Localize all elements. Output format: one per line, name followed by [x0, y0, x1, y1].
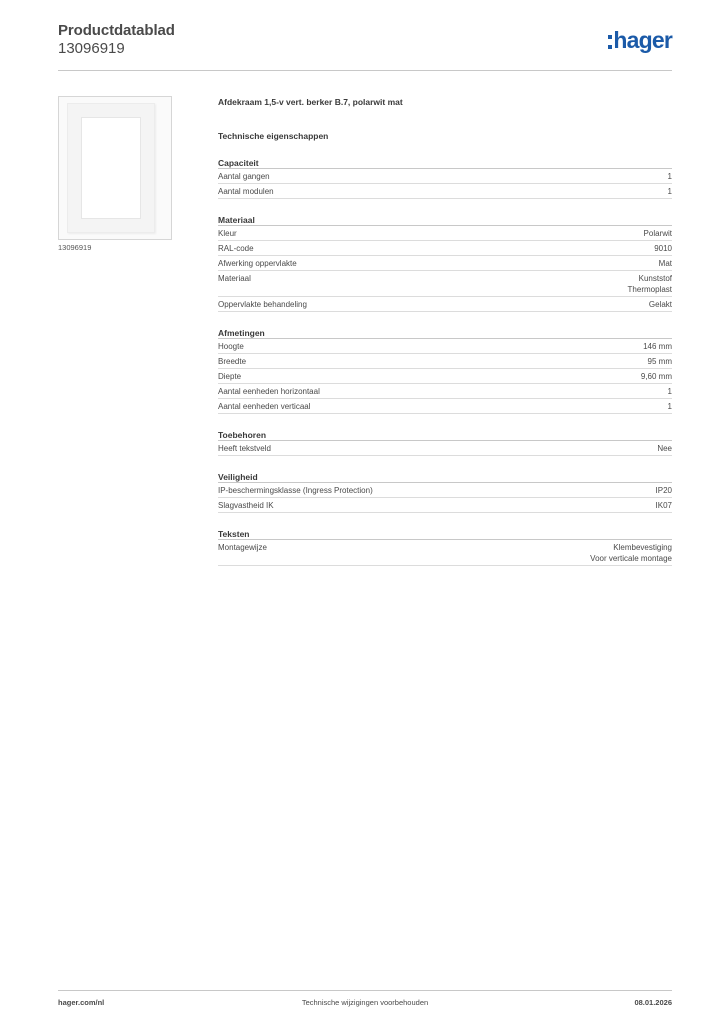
property-value — [668, 171, 672, 182]
property-value — [659, 258, 672, 269]
footer-notice: Technische wijzigingen voorbehouden — [301, 998, 429, 1007]
property-label: IP-beschermingsklasse (Ingress Protection) — [218, 485, 373, 495]
footer-divider — [58, 990, 672, 991]
document-number: 13096919 — [58, 40, 125, 57]
property-row — [218, 540, 672, 566]
property-row — [218, 369, 672, 384]
property-group — [218, 157, 672, 199]
property-row — [218, 498, 672, 513]
property-group-title: Materiaal — [218, 214, 672, 226]
property-value — [657, 443, 672, 454]
property-label: RAL-code — [218, 243, 254, 253]
property-group — [218, 327, 672, 414]
header-divider — [58, 70, 672, 71]
property-value — [656, 500, 672, 511]
property-label: Afwerking oppervlakte — [218, 258, 297, 268]
property-value — [590, 542, 672, 564]
property-value — [643, 341, 672, 352]
property-label: Materiaal — [218, 273, 251, 283]
property-row — [218, 256, 672, 271]
property-value-line: 1 — [667, 171, 672, 181]
property-group — [218, 528, 672, 566]
property-value-line: 1 — [667, 386, 672, 396]
property-row — [218, 169, 672, 184]
property-value-line: Polarwit — [643, 228, 672, 238]
property-value — [668, 401, 672, 412]
property-row — [218, 184, 672, 199]
property-row — [218, 297, 672, 312]
property-group — [218, 214, 672, 312]
document-title: Productdatablad — [58, 22, 175, 39]
cover-frame-picture — [67, 103, 155, 233]
property-row — [218, 399, 672, 414]
technical-properties-title: Technische eigenschappen — [218, 131, 329, 141]
property-value-line: 1 — [667, 401, 672, 411]
footer-website-link[interactable]: hager.com/nl — [58, 998, 105, 1007]
property-group-title: Toebehoren — [218, 429, 672, 441]
property-groups — [218, 157, 672, 566]
property-value — [641, 371, 672, 382]
property-label: Aantal eenheden horizontaal — [218, 386, 320, 396]
property-value-line: 9010 — [654, 243, 672, 253]
hager-logo — [608, 28, 672, 52]
property-value — [649, 299, 672, 310]
property-label: Aantal modulen — [218, 186, 274, 196]
product-details — [218, 96, 672, 566]
property-value-line: Nee — [657, 443, 672, 453]
property-row — [218, 241, 672, 256]
property-value — [648, 356, 672, 367]
property-label: Aantal gangen — [218, 171, 270, 181]
property-row — [218, 339, 672, 354]
property-group — [218, 471, 672, 513]
property-row — [218, 354, 672, 369]
logo-colon-icon — [608, 35, 612, 49]
property-value — [628, 273, 672, 295]
property-value — [656, 485, 672, 496]
property-row — [218, 384, 672, 399]
footer-date: 08.01.2026 — [634, 998, 672, 1007]
property-label: Kleur — [218, 228, 237, 238]
product-name: Afdekraam 1,5-v vert. berker B.7, polarwit mat — [218, 97, 403, 107]
product-image — [58, 96, 172, 240]
property-value-line: IK07 — [655, 500, 672, 510]
property-label: Slagvastheid IK — [218, 500, 274, 510]
property-value — [668, 386, 672, 397]
property-label: Montagewijze — [218, 542, 267, 552]
property-value-line: Kunststof — [638, 273, 672, 283]
property-group-title: Veiligheid — [218, 471, 672, 483]
property-value-line: Voor verticale montage — [590, 553, 672, 563]
property-value-line: 1 — [667, 186, 672, 196]
product-image-caption: 13096919 — [58, 243, 92, 252]
property-row — [218, 271, 672, 297]
property-value-line: Gelakt — [648, 299, 672, 309]
property-row — [218, 226, 672, 241]
property-label: Hoogte — [218, 341, 244, 351]
property-value-line: 9,60 mm — [640, 371, 672, 381]
property-value-line: IP20 — [655, 485, 672, 495]
property-group-title: Capaciteit — [218, 157, 672, 169]
property-label: Heeft tekstveld — [218, 443, 271, 453]
property-group-title: Teksten — [218, 528, 672, 540]
property-label: Diepte — [218, 371, 242, 381]
property-group — [218, 429, 672, 456]
page-footer — [58, 998, 672, 1010]
page-header — [58, 22, 672, 70]
property-value-line: Mat — [658, 258, 672, 268]
property-group-title: Afmetingen — [218, 327, 672, 339]
property-value — [654, 243, 672, 254]
property-value-line: 146 mm — [643, 341, 672, 351]
property-row — [218, 441, 672, 456]
property-value-line: 95 mm — [647, 356, 672, 366]
property-label: Oppervlakte behandeling — [218, 299, 307, 309]
property-value — [644, 228, 672, 239]
property-value — [668, 186, 672, 197]
cover-frame-opening — [81, 117, 141, 219]
property-value-line: Thermoplast — [627, 284, 672, 294]
property-value-line: Klembevestiging — [613, 542, 672, 552]
logo-text: hager — [613, 27, 672, 53]
property-row — [218, 483, 672, 498]
property-label: Aantal eenheden verticaal — [218, 401, 311, 411]
property-label: Breedte — [218, 356, 247, 366]
